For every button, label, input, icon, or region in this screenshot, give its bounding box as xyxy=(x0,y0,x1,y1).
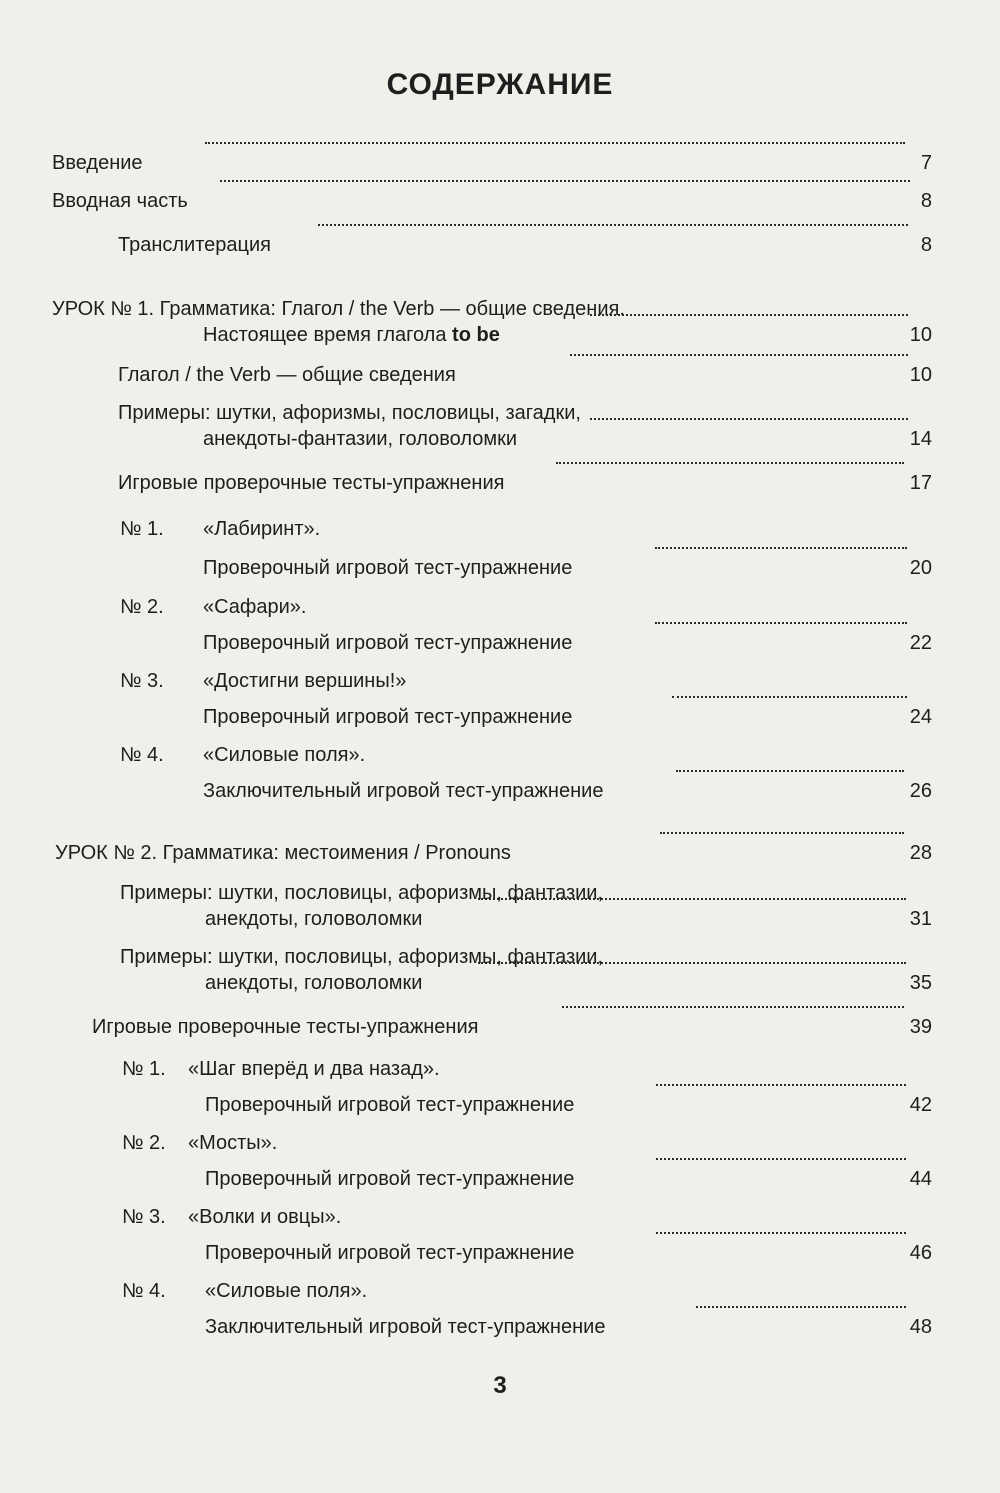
toc-entry: № 1. xyxy=(122,1058,166,1080)
toc-entry: «Лабиринт». xyxy=(203,518,321,540)
toc-entry: Проверочный игровой тест-упражнение xyxy=(203,557,573,579)
toc-page: 17 xyxy=(909,472,932,494)
toc-entry: «Мосты». xyxy=(188,1132,278,1154)
toc-entry: «Достигни вершины!» xyxy=(203,670,407,692)
toc-page: 14 xyxy=(909,428,932,450)
toc-entry: Примеры: шутки, афоризмы, пословицы, загадки, xyxy=(118,402,581,424)
toc-entry: № 2. xyxy=(120,596,164,618)
toc-entry: Игровые проверочные тесты-упражнения xyxy=(92,1016,479,1038)
toc-page: 8 xyxy=(920,190,932,212)
toc-entry: Проверочный игровой тест-упражнение xyxy=(203,632,573,654)
toc-page: 20 xyxy=(909,557,932,579)
toc-entry: анекдоты, головоломки xyxy=(205,972,423,994)
toc-entry: № 4. xyxy=(122,1280,166,1302)
toc-page: 28 xyxy=(909,842,932,864)
toc-page: 39 xyxy=(909,1016,932,1038)
toc-entry: Вводная часть xyxy=(52,190,188,212)
toc-entry: № 2. xyxy=(122,1132,166,1154)
toc-entry: Заключительный игровой тест-упражнение xyxy=(203,780,604,802)
page-number: 3 xyxy=(493,1372,507,1399)
toc-entry: «Волки и овцы». xyxy=(188,1206,342,1228)
toc-page: 42 xyxy=(909,1094,932,1116)
toc-page: 10 xyxy=(909,324,932,346)
toc-entry: анекдоты-фантазии, головоломки xyxy=(203,428,518,450)
toc-entry: «Шаг вперёд и два назад». xyxy=(188,1058,440,1080)
toc-page: 44 xyxy=(909,1168,932,1190)
toc-page: 31 xyxy=(909,908,932,930)
toc-entry: Игровые проверочные тесты-упражнения xyxy=(118,472,505,494)
toc-entry: Введение xyxy=(52,152,143,174)
toc-entry: «Силовые поля». xyxy=(203,744,366,766)
toc-page: 48 xyxy=(909,1316,932,1338)
page-title: СОДЕРЖАНИЕ xyxy=(386,68,614,101)
toc-entry: Настоящее время глагола to be xyxy=(203,324,500,346)
toc-entry: № 3. xyxy=(122,1206,166,1228)
toc-entry: № 4. xyxy=(120,744,164,766)
toc-entry: Глагол / the Verb — общие сведения xyxy=(118,364,456,386)
toc-page: 35 xyxy=(909,972,932,994)
toc-entry: «Силовые поля». xyxy=(205,1280,368,1302)
keyword-to-be: to be xyxy=(452,324,500,346)
toc-entry: Проверочный игровой тест-упражнение xyxy=(203,706,573,728)
toc-entry: Проверочный игровой тест-упражнение xyxy=(205,1168,575,1190)
toc-page: 24 xyxy=(909,706,932,728)
toc-entry: Проверочный игровой тест-упражнение xyxy=(205,1242,575,1264)
toc-entry: Примеры: шутки, пословицы, афоризмы, фантазии, xyxy=(120,882,604,904)
toc-page: 10 xyxy=(909,364,932,386)
toc-page: 8 xyxy=(920,234,932,256)
toc-entry: «Сафари». xyxy=(203,596,307,618)
toc-entry: Транслитерация xyxy=(118,234,271,256)
toc-entry: № 3. xyxy=(120,670,164,692)
toc-entry: Примеры: шутки, пословицы, афоризмы, фантазии, xyxy=(120,946,604,968)
toc-page: 22 xyxy=(909,632,932,654)
toc-entry: Проверочный игровой тест-упражнение xyxy=(205,1094,575,1116)
toc-entry: № 1. xyxy=(120,518,164,540)
toc-entry: Заключительный игровой тест-упражнение xyxy=(205,1316,606,1338)
lesson-heading: УРОК № 1. Грамматика: Глагол / the Verb — общие сведения. xyxy=(52,298,625,320)
toc-page: 7 xyxy=(920,152,932,174)
lesson-heading: УРОК № 2. Грамматика: местоимения / Pronouns xyxy=(55,842,511,864)
toc-page: 46 xyxy=(909,1242,932,1264)
toc-entry: анекдоты, головоломки xyxy=(205,908,423,930)
toc-page: 26 xyxy=(909,780,932,802)
